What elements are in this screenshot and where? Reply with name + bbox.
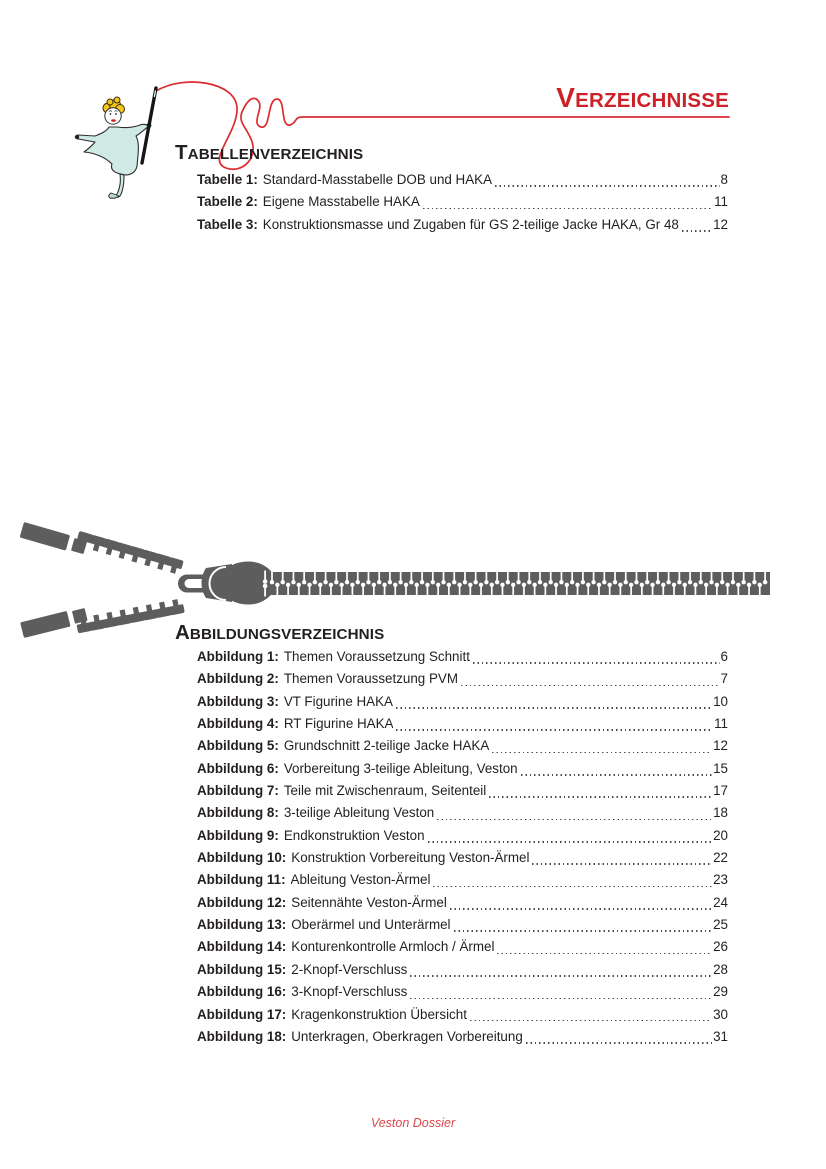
toc-entry-title: Konstruktionsmasse und Zugaben für GS 2-teilige Jacke HAKA, Gr 48 xyxy=(262,216,679,232)
toc-entry-label: Abbildung 18: xyxy=(197,1028,287,1044)
dotted-leader xyxy=(396,729,713,731)
dotted-leader xyxy=(470,1020,712,1022)
toc-entry[interactable] xyxy=(197,1004,728,1026)
zipper-slider xyxy=(178,562,274,605)
zipper-illustration xyxy=(20,512,772,652)
toc-entry-title: Teile mit Zwischenraum, Seitenteil xyxy=(283,783,487,799)
toc-entry-label: Abbildung 7: xyxy=(197,783,279,799)
tables-section-heading: TABELLENVERZEICHNIS xyxy=(175,141,364,164)
dotted-leader xyxy=(682,230,712,232)
dotted-leader xyxy=(428,841,713,843)
toc-entry-title: Seitennähte Veston-Ärmel xyxy=(291,894,447,910)
toc-entry-label: Tabelle 3: xyxy=(197,216,258,232)
toc-entry[interactable] xyxy=(197,959,728,981)
toc-entry-page: 6 xyxy=(720,649,728,664)
toc-entry-label: Abbildung 13: xyxy=(197,917,287,933)
dancer-leg xyxy=(112,174,124,198)
toc-entry[interactable] xyxy=(197,847,728,869)
toc-entry-label: Abbildung 1: xyxy=(197,649,279,664)
dotted-leader xyxy=(450,908,712,910)
toc-entry[interactable] xyxy=(197,735,728,757)
toc-entry-label: Abbildung 10: xyxy=(197,850,287,866)
toc-entry-label: Abbildung 9: xyxy=(197,827,279,843)
toc-entry[interactable] xyxy=(197,646,728,668)
toc-entry-title: Grundschnitt 2-teilige Jacke HAKA xyxy=(283,738,490,754)
toc-entry[interactable] xyxy=(197,691,728,713)
dotted-leader xyxy=(410,998,712,1000)
zipper-tape-upper xyxy=(20,522,87,556)
toc-entry[interactable] xyxy=(197,169,728,191)
dancer-dress xyxy=(76,124,149,175)
toc-entry-page: 10 xyxy=(713,693,728,709)
dotted-leader xyxy=(423,208,713,210)
toc-entry-page: 30 xyxy=(713,1006,728,1022)
zipper-teeth-lower xyxy=(75,598,184,633)
toc-entry[interactable] xyxy=(197,668,728,690)
toc-entry-page: 23 xyxy=(713,872,728,888)
toc-entry-label: Abbildung 17: xyxy=(197,1006,287,1022)
dotted-leader xyxy=(437,819,712,821)
toc-entry-title: VT Figurine HAKA xyxy=(283,693,393,709)
toc-entry-page: 11 xyxy=(714,194,728,210)
toc-entry-page: 8 xyxy=(720,172,728,187)
toc-entry[interactable] xyxy=(197,758,728,780)
toc-entry-page: 25 xyxy=(713,917,728,933)
dotted-leader xyxy=(454,930,713,932)
dotted-leader xyxy=(492,752,712,754)
toc-entry-page: 31 xyxy=(713,1028,728,1044)
toc-entry-title: Themen Voraussetzung PVM xyxy=(283,671,458,687)
toc-entry-page: 12 xyxy=(713,216,728,232)
figures-list xyxy=(197,646,728,1048)
toc-entry-label: Tabelle 2: xyxy=(197,194,258,210)
toc-entry-page: 26 xyxy=(713,939,728,955)
toc-entry-title: 3-teilige Ableitung Veston xyxy=(283,805,435,821)
toc-entry-label: Abbildung 11: xyxy=(197,872,286,888)
toc-entry-label: Abbildung 2: xyxy=(197,671,279,687)
dancer-left-hand xyxy=(75,135,79,139)
toc-entry-title: Ableitung Veston-Ärmel xyxy=(290,872,431,888)
toc-entry-title: Vorbereitung 3-teilige Ableitung, Veston xyxy=(283,760,518,776)
needle-icon xyxy=(142,88,156,163)
toc-entry-label: Abbildung 12: xyxy=(197,894,287,910)
dotted-leader xyxy=(497,953,712,955)
dotted-leader xyxy=(495,185,720,187)
toc-entry-page: 22 xyxy=(713,850,728,866)
toc-entry-label: Tabelle 1: xyxy=(197,172,258,187)
hair-curl xyxy=(114,97,120,103)
dancer-figure xyxy=(75,88,156,198)
zipper-teeth-closed xyxy=(266,572,770,595)
zipper-teeth-gaps xyxy=(270,572,768,595)
page-title: VERZEICHNISSE xyxy=(556,82,729,113)
toc-entry[interactable] xyxy=(197,1026,728,1048)
toc-entry-page: 11 xyxy=(714,716,728,732)
toc-entry-title: Kragenkonstruktion Übersicht xyxy=(291,1006,467,1022)
toc-entry-page: 15 xyxy=(713,760,728,776)
dotted-leader xyxy=(526,1042,712,1044)
zipper-teeth-upper xyxy=(75,531,183,575)
toc-entry-title: Eigene Masstabelle HAKA xyxy=(262,194,420,210)
hair-curl xyxy=(107,99,113,105)
dancer-lips xyxy=(111,119,116,122)
toc-entry[interactable] xyxy=(197,713,728,735)
dancer-face xyxy=(105,108,121,124)
toc-entry-label: Abbildung 8: xyxy=(197,805,279,821)
toc-entry-label: Abbildung 4: xyxy=(197,716,279,732)
toc-entry-title: Konturenkontrolle Armloch / Ärmel xyxy=(291,939,495,955)
toc-entry[interactable] xyxy=(197,892,728,914)
toc-entry[interactable] xyxy=(197,214,728,236)
dotted-leader xyxy=(521,774,713,776)
tables-list xyxy=(197,169,728,236)
toc-entry[interactable] xyxy=(197,914,728,936)
toc-entry-title: 3-Knopf-Verschluss xyxy=(291,984,408,1000)
dotted-leader xyxy=(433,886,712,888)
toc-entry-title: Standard-Masstabelle DOB und HAKA xyxy=(262,172,493,187)
toc-entry-title: Unterkragen, Oberkragen Vorbereitung xyxy=(291,1028,523,1044)
dotted-leader xyxy=(396,707,712,709)
dotted-leader xyxy=(410,975,712,977)
toc-entry[interactable] xyxy=(197,936,728,958)
toc-entry-page: 29 xyxy=(713,984,728,1000)
toc-entry-label: Abbildung 14: xyxy=(197,939,287,955)
toc-entry-page: 7 xyxy=(720,671,728,687)
toc-entry-title: Endkonstruktion Veston xyxy=(283,827,425,843)
dancer-shoe xyxy=(109,193,119,198)
toc-entry-page: 18 xyxy=(713,805,728,821)
zipper-tape-lower xyxy=(20,607,88,638)
toc-entry-title: 2-Knopf-Verschluss xyxy=(291,961,408,977)
dotted-leader xyxy=(532,863,712,865)
toc-entry-title: RT Figurine HAKA xyxy=(283,716,394,732)
toc-entry-page: 12 xyxy=(713,738,728,754)
toc-entry-page: 28 xyxy=(713,961,728,977)
toc-entry-title: Konstruktion Vorbereitung Veston-Ärmel xyxy=(291,850,530,866)
toc-entry-page: 17 xyxy=(713,783,728,799)
figures-section-heading: ABBILDUNGSVERZEICHNIS xyxy=(175,621,385,644)
toc-entry-title: Themen Voraussetzung Schnitt xyxy=(283,649,470,664)
dotted-leader xyxy=(473,662,720,664)
dotted-leader xyxy=(489,796,712,798)
dotted-leader xyxy=(461,685,720,687)
toc-entry-label: Abbildung 6: xyxy=(197,760,279,776)
toc-entry[interactable] xyxy=(197,981,728,1003)
toc-entry[interactable] xyxy=(197,780,728,802)
toc-entry-label: Abbildung 16: xyxy=(197,984,287,1000)
toc-entry-page: 20 xyxy=(713,827,728,843)
footer-document-title: Veston Dossier xyxy=(370,1116,456,1130)
toc-entry-title: Oberärmel und Unterärmel xyxy=(291,917,451,933)
toc-entry[interactable] xyxy=(197,802,728,824)
dancer-needle-hand xyxy=(147,123,152,128)
toc-entry-page: 24 xyxy=(713,894,728,910)
toc-entry[interactable] xyxy=(197,869,728,891)
toc-entry-label: Abbildung 15: xyxy=(197,961,287,977)
toc-entry-label: Abbildung 3: xyxy=(197,693,279,709)
toc-entry[interactable] xyxy=(197,825,728,847)
toc-entry[interactable] xyxy=(197,191,728,213)
toc-entry-label: Abbildung 5: xyxy=(197,738,279,754)
